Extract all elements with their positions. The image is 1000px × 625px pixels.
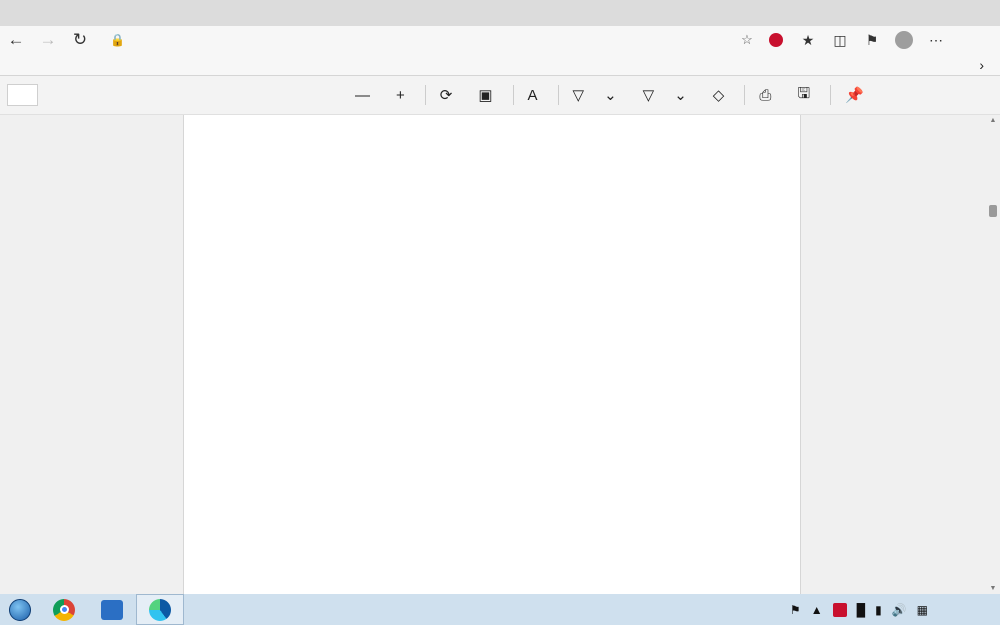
collections-icon[interactable]: ◫ [833, 31, 847, 48]
windows-start-icon [9, 599, 31, 621]
bookmarks-bar [0, 54, 1000, 76]
bookmarks-overflow-icon[interactable]: › [979, 56, 984, 73]
plus-icon: + [396, 86, 405, 104]
zoom-out-button[interactable] [345, 76, 386, 115]
highlighter-icon: ▽ [642, 87, 655, 104]
toolbar-divider [744, 85, 745, 105]
feedback-icon[interactable]: ⚑ [865, 31, 879, 48]
scroll-down-icon[interactable]: ▼ [989, 585, 997, 592]
favorite-star-icon[interactable]: ☆ [741, 32, 753, 47]
taskbar [0, 594, 1000, 625]
pdf-page [183, 115, 801, 594]
toolbar-divider [513, 85, 514, 105]
tab-strip [0, 0, 1000, 26]
save-button[interactable] [787, 76, 826, 115]
tray-app-icon[interactable] [833, 603, 847, 617]
volume-icon[interactable]: 🔊 [891, 602, 907, 617]
forward-button[interactable]: → [39, 30, 57, 49]
minus-icon: — [355, 86, 370, 104]
start-button[interactable] [0, 594, 40, 625]
outlook-icon [101, 600, 123, 620]
save-icon: 🖫 [797, 84, 811, 102]
eraser-icon: ◇ [712, 87, 725, 104]
taskbar-edge[interactable] [136, 594, 184, 625]
print-button[interactable] [749, 76, 787, 115]
profile-badge [769, 33, 783, 47]
flag-icon[interactable]: ⚑ [789, 602, 801, 617]
toolbar-divider [425, 85, 426, 105]
highlight-button[interactable] [633, 76, 703, 115]
draw-button[interactable] [563, 76, 633, 115]
chevron-down-icon[interactable]: ⌄ [604, 87, 617, 104]
favorites-icon[interactable]: ★ [801, 31, 815, 48]
fit-page-icon: ▣ [478, 87, 493, 104]
scroll-up-icon[interactable]: ▲ [989, 117, 997, 124]
toolbar-divider [830, 85, 831, 105]
pen-icon: ▽ [572, 87, 585, 104]
toolbar-divider [558, 85, 559, 105]
back-button[interactable]: ← [7, 30, 25, 49]
pin-icon: 📌 [845, 87, 864, 104]
address-row [0, 26, 1000, 54]
read-aloud-icon: A [527, 86, 538, 104]
taskbar-chrome[interactable] [40, 594, 88, 625]
pdf-toolbar [0, 76, 1000, 115]
pdf-viewer[interactable] [0, 115, 1000, 594]
show-hidden-icons[interactable]: ▲ [810, 602, 823, 617]
battery-icon[interactable]: ▮ [875, 602, 882, 617]
network-icon[interactable]: █ [856, 602, 866, 617]
mbank-icon [833, 603, 847, 617]
taskbar-outlook[interactable] [88, 594, 136, 625]
page-number-input[interactable] [7, 84, 38, 106]
scroll-thumb[interactable] [989, 205, 997, 217]
system-tray [790, 594, 1000, 625]
address-bar[interactable] [110, 26, 760, 54]
print-icon: ⎙ [759, 86, 772, 104]
erase-button[interactable] [703, 76, 741, 115]
reload-button[interactable]: ↻ [72, 30, 88, 49]
chevron-down-icon[interactable]: ⌄ [674, 87, 687, 104]
zoom-in-button[interactable] [386, 76, 421, 115]
more-menu-icon[interactable]: ⋯ [929, 31, 943, 48]
rotate-icon: ⟳ [439, 87, 453, 104]
chrome-icon [53, 599, 75, 621]
profile-extension-button[interactable] [760, 26, 792, 54]
pin-toolbar-button[interactable] [835, 76, 880, 115]
user-avatar[interactable] [888, 26, 920, 54]
avatar [895, 31, 913, 49]
edge-icon [149, 599, 171, 621]
language-icon[interactable]: ▦ [916, 602, 928, 617]
rotate-button[interactable] [430, 76, 469, 115]
lock-icon: 🔒 [110, 33, 125, 47]
read-aloud-button[interactable] [518, 76, 554, 115]
scrollbar[interactable] [986, 115, 1000, 594]
fit-page-button[interactable] [468, 76, 508, 115]
